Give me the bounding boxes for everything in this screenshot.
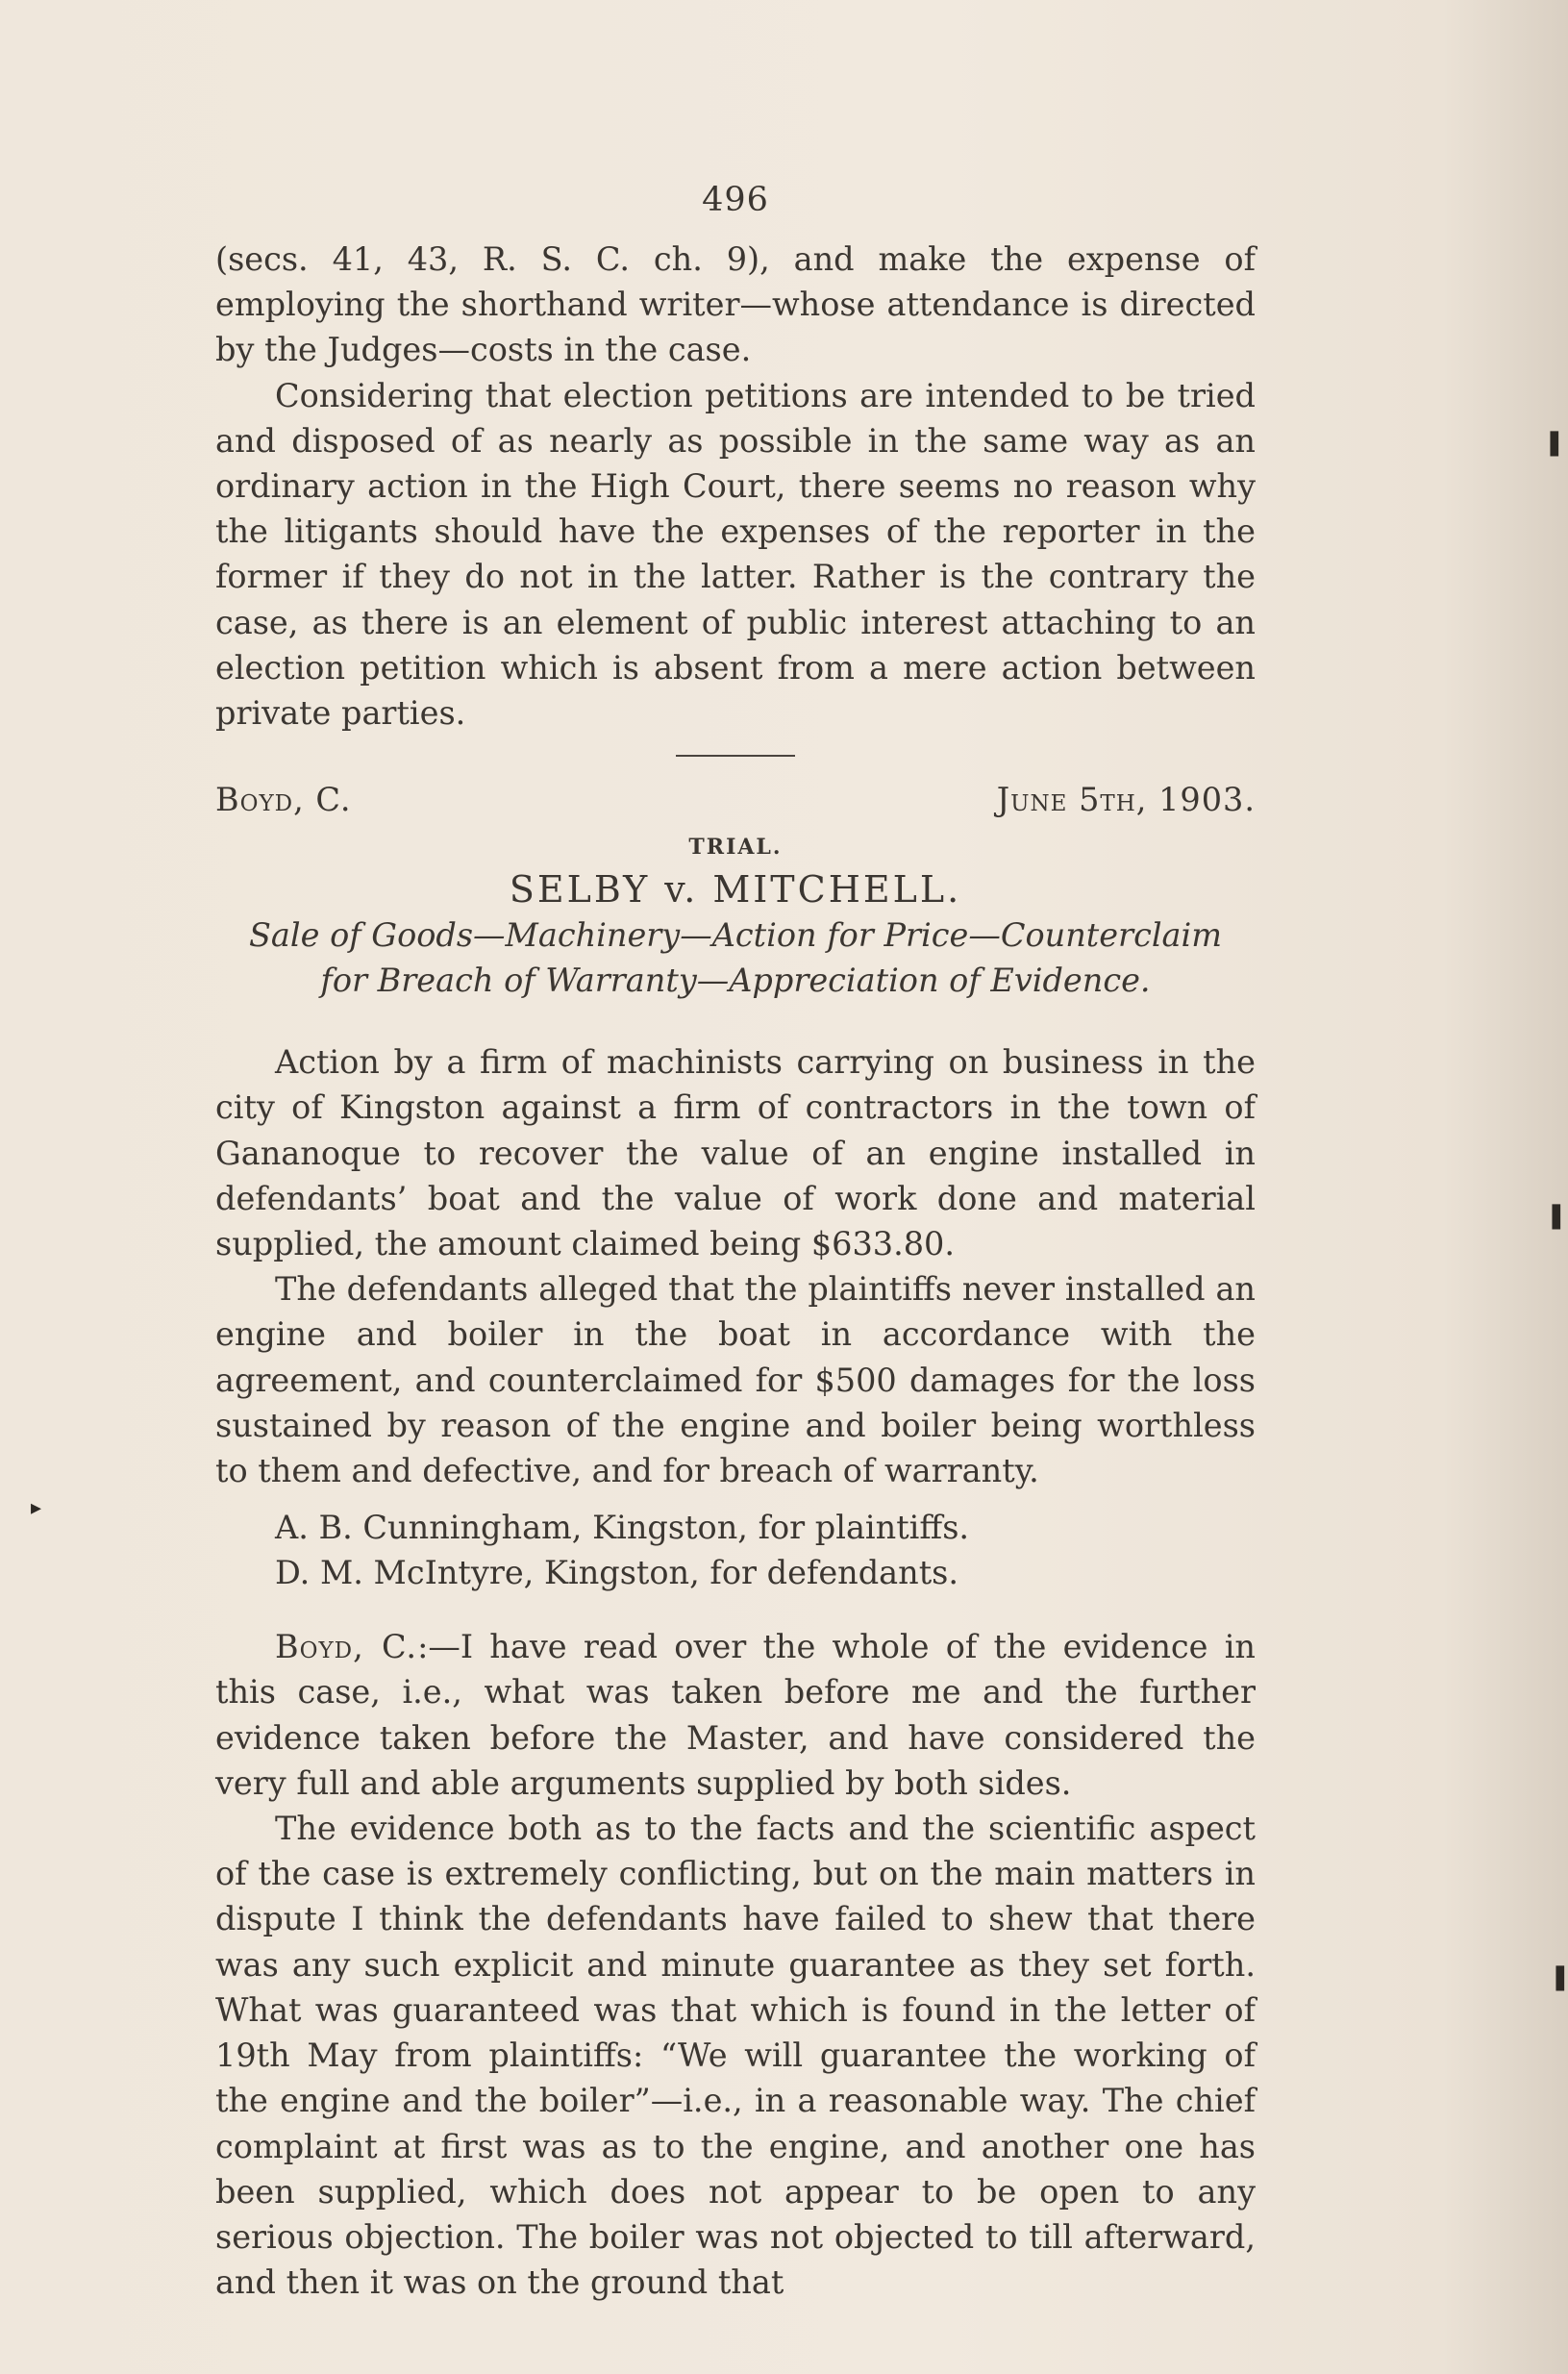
- counsel-list: [215, 1505, 1256, 1595]
- counsel-plaintiffs: A. B. Cunningham, Kingston, for plaintiffs.: [275, 1509, 970, 1547]
- judgment-speaker: Boyd, C.: [275, 1628, 418, 1666]
- paragraph: The defendants alleged that the plaintiffs never installed an engine and boiler in the boat in accordance with the agreement, and counterclaimed for $500 damages for the loss sustained by reason of the engine and boiler being worthless to them and defective, and for breach of warranty.: [215, 1270, 1256, 1490]
- headnote-line: for Breach of Warranty—Appreciation of Evidence.: [320, 962, 1151, 1000]
- paragraph: Action by a firm of machinists carrying on business in the city of Kingston against a firm of contractors in the town of Gananoque to recover the value of an engine installed in defendants’ boat and the value of work done and material supplied, the amount claimed being $633.80.: [215, 1043, 1256, 1263]
- margin-mark: ▸: [31, 1496, 42, 1520]
- spacer: [215, 1595, 1256, 1624]
- margin-mark: ▐: [1542, 433, 1558, 457]
- margin-mark: ▐: [1548, 1967, 1564, 1991]
- text-column: [215, 175, 1256, 2305]
- counsel-defendants: D. M. McIntyre, Kingston, for defendants.: [275, 1554, 959, 1592]
- margin-mark: ▐: [1544, 1206, 1560, 1230]
- paragraph: The evidence both as to the facts and the scientific aspect of the case is extremely conflicting, but on the main matters in dispute I think the defendants have failed to shew that there was any such explicit and minute guarantee as they set forth. What was guaranteed was that which is found in the letter of 19th May from plaintiffs: “We will guarantee the working of the engine and the boiler”—i.e., in a reasonable way. The chief complaint at first was as to the engine, and another one has been supplied, which does not appear to be open to any serious objection. The boiler was not objected to till afterward, and then it was on the ground that: [215, 1810, 1256, 2302]
- judge-date-line: [215, 776, 1256, 824]
- judge-name: Boyd, C.: [215, 781, 352, 819]
- trial-label: TRIAL.: [688, 835, 783, 861]
- decision-date: June 5th, 1903.: [996, 781, 1256, 819]
- paragraph: Considering that election petitions are intended to be tried and disposed of as nearly as possible in the same way as an ordinary action in the High Court, there seems no reason why the litigants should have the expenses of the reporter in the former if they do not in the latter. Rather is the contrary the case, as there is an element of public interest attaching to an election petition which is absent from a mere action between private parties.: [215, 376, 1256, 733]
- page-number: 496: [702, 181, 769, 219]
- headnote: [215, 912, 1256, 1003]
- case-title: SELBY v. MITCHELL.: [509, 868, 962, 912]
- judgment-paragraph: [215, 1624, 1256, 1806]
- paragraph-continued: (secs. 41, 43, R. S. C. ch. 9), and make the expense of employing the shorthand writer—whose attendance is directed by the Judges—costs in the case.: [215, 240, 1256, 369]
- judgment-text: :—I have read over the whole of the evidence in this case, i.e., what was taken before me and the further evidence taken before the Master, and have considered the very full and able arguments supplied by both sides.: [215, 1628, 1256, 1802]
- headnote-line: Sale of Goods—Machinery—Action for Price—Counterclaim: [248, 916, 1223, 955]
- section-divider: [676, 755, 795, 757]
